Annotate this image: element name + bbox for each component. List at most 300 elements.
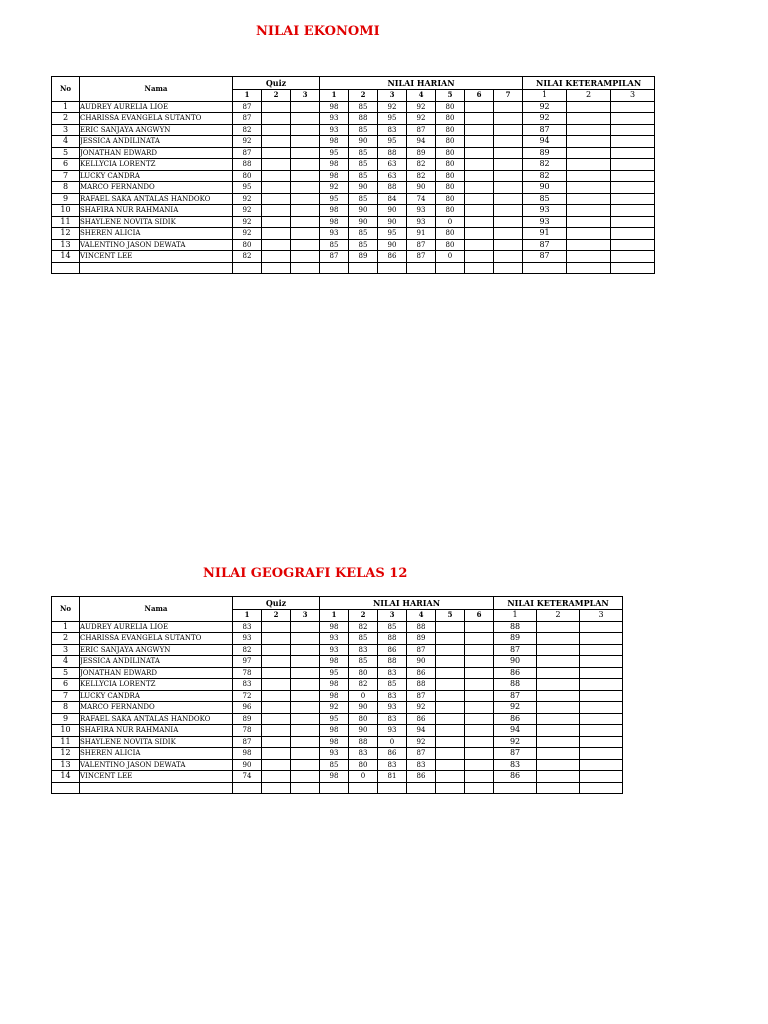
cell-quiz: [262, 759, 291, 771]
cell-harian: [436, 656, 465, 668]
cell-harian: 86: [407, 713, 436, 725]
cell-quiz: [262, 736, 291, 748]
cell-quiz: [291, 736, 320, 748]
cell-quiz: 83: [233, 679, 262, 691]
cell-quiz: [291, 216, 320, 228]
cell-quiz: [233, 262, 262, 274]
cell-name: AUDREY AURELIA LIOE: [80, 101, 233, 113]
cell-quiz: 87: [233, 101, 262, 113]
cell-quiz: [291, 101, 320, 113]
cell-harian: 87: [407, 644, 436, 656]
cell-harian: [465, 759, 494, 771]
cell-keterampilan: [611, 251, 655, 263]
cell-harian: 95: [320, 193, 349, 205]
cell-name: SHAFIRA NUR RAHMANIA: [80, 205, 233, 217]
cell-harian: [494, 113, 523, 125]
cell-no: 12: [52, 228, 80, 240]
cell-quiz: [262, 239, 291, 251]
table-row: [52, 771, 623, 783]
cell-name: RAFAEL SAKA ANTALAS HANDOKO: [80, 713, 233, 725]
cell-keterampilan: [537, 702, 580, 714]
cell-keterampilan: [611, 124, 655, 136]
cell-keterampilan: [537, 633, 580, 645]
cell-keterampilan: 87: [523, 251, 567, 263]
table-row: [52, 621, 623, 633]
cell-harian: 88: [407, 621, 436, 633]
cell-harian: 94: [407, 725, 436, 737]
cell-harian: 92: [407, 113, 436, 125]
cell-quiz: 82: [233, 251, 262, 263]
cell-harian: 95: [320, 667, 349, 679]
cell-keterampilan: [611, 113, 655, 125]
cell-harian: [494, 228, 523, 240]
cell-no: 8: [52, 182, 80, 194]
cell-harian: [465, 748, 494, 760]
cell-harian: 80: [436, 136, 465, 148]
geografi-title: NILAI GEOGRAFI KELAS 12: [203, 566, 408, 581]
table-row: [52, 239, 655, 251]
cell-no: 11: [52, 736, 80, 748]
cell-keterampilan: 87: [523, 239, 567, 251]
cell-name: [80, 262, 233, 274]
harian-subheader: 2: [349, 90, 378, 102]
cell-keterampilan: [580, 725, 623, 737]
cell-harian: [465, 702, 494, 714]
cell-harian: 84: [378, 193, 407, 205]
cell-quiz: [262, 228, 291, 240]
cell-harian: 93: [378, 725, 407, 737]
cell-harian: 95: [378, 228, 407, 240]
cell-keterampilan: 92: [494, 702, 537, 714]
cell-harian: [465, 193, 494, 205]
cell-name: JONATHAN EDWARD: [80, 667, 233, 679]
header-row-groups: [52, 597, 623, 610]
cell-harian: [378, 262, 407, 274]
cell-keterampilan: 88: [494, 621, 537, 633]
cell-harian: 82: [407, 159, 436, 171]
table-row: [52, 193, 655, 205]
cell-harian: 80: [436, 205, 465, 217]
harian-subheader: 5: [436, 90, 465, 102]
cell-no: 10: [52, 205, 80, 217]
cell-quiz: [262, 182, 291, 194]
cell-harian: 83: [378, 667, 407, 679]
cell-harian: 88: [378, 656, 407, 668]
cell-keterampilan: 93: [523, 216, 567, 228]
cell-keterampilan: 90: [523, 182, 567, 194]
cell-harian: [465, 216, 494, 228]
cell-harian: [465, 262, 494, 274]
cell-keterampilan: [580, 644, 623, 656]
keterampilan-subheader: 1: [523, 90, 567, 102]
cell-keterampilan: [567, 113, 611, 125]
cell-name: CHARISSA EVANGELA SUTANTO: [80, 113, 233, 125]
cell-harian: [465, 251, 494, 263]
cell-quiz: 92: [233, 216, 262, 228]
keterampilan-subheader: 2: [537, 610, 580, 622]
cell-keterampilan: [494, 782, 537, 794]
cell-harian: 0: [349, 771, 378, 783]
cell-keterampilan: [567, 182, 611, 194]
cell-harian: 90: [407, 182, 436, 194]
cell-keterampilan: [537, 690, 580, 702]
cell-harian: [436, 262, 465, 274]
cell-harian: 98: [320, 690, 349, 702]
cell-no: 11: [52, 216, 80, 228]
cell-keterampilan: [611, 262, 655, 274]
cell-harian: 80: [349, 713, 378, 725]
cell-harian: 80: [436, 101, 465, 113]
cell-harian: [436, 702, 465, 714]
cell-keterampilan: [537, 736, 580, 748]
cell-harian: 93: [320, 124, 349, 136]
cell-harian: [494, 193, 523, 205]
cell-harian: 98: [320, 216, 349, 228]
cell-no: 9: [52, 713, 80, 725]
harian-subheader: 3: [378, 610, 407, 622]
cell-quiz: [262, 147, 291, 159]
cell-quiz: [262, 251, 291, 263]
table-row: [52, 124, 655, 136]
cell-no: 3: [52, 644, 80, 656]
cell-harian: 85: [349, 124, 378, 136]
cell-quiz: [291, 251, 320, 263]
cell-harian: 83: [378, 713, 407, 725]
cell-harian: 80: [436, 147, 465, 159]
keterampilan-subheader: 2: [567, 90, 611, 102]
cell-keterampilan: 92: [523, 113, 567, 125]
cell-quiz: 92: [233, 136, 262, 148]
cell-quiz: [262, 679, 291, 691]
cell-keterampilan: 93: [523, 205, 567, 217]
cell-harian: [465, 124, 494, 136]
column-header-quiz: Quiz: [233, 77, 320, 90]
cell-quiz: [262, 101, 291, 113]
cell-quiz: [291, 771, 320, 783]
cell-harian: [465, 228, 494, 240]
column-header-no: No: [52, 77, 80, 102]
cell-name: JESSICA ANDILINATA: [80, 656, 233, 668]
cell-harian: 92: [378, 101, 407, 113]
cell-no: 9: [52, 193, 80, 205]
cell-harian: 90: [378, 239, 407, 251]
cell-quiz: 95: [233, 182, 262, 194]
cell-harian: 80: [436, 113, 465, 125]
cell-quiz: [291, 262, 320, 274]
cell-harian: [436, 690, 465, 702]
table-row: [52, 101, 655, 113]
harian-subheader: 1: [320, 610, 349, 622]
cell-harian: 83: [407, 759, 436, 771]
cell-keterampilan: [537, 644, 580, 656]
cell-quiz: [291, 621, 320, 633]
cell-keterampilan: [567, 147, 611, 159]
cell-harian: 95: [378, 113, 407, 125]
cell-keterampilan: [580, 702, 623, 714]
cell-harian: [494, 251, 523, 263]
cell-keterampilan: [611, 228, 655, 240]
cell-harian: [436, 633, 465, 645]
cell-harian: 85: [378, 679, 407, 691]
cell-quiz: [291, 748, 320, 760]
cell-harian: [465, 205, 494, 217]
cell-quiz: [262, 644, 291, 656]
cell-keterampilan: [537, 748, 580, 760]
cell-harian: 98: [320, 621, 349, 633]
cell-harian: [465, 644, 494, 656]
table-row: [52, 679, 623, 691]
cell-keterampilan: 87: [523, 124, 567, 136]
keterampilan-subheader: 3: [580, 610, 623, 622]
cell-quiz: [291, 182, 320, 194]
cell-harian: 93: [320, 113, 349, 125]
cell-quiz: 92: [233, 205, 262, 217]
cell-harian: 63: [378, 159, 407, 171]
cell-keterampilan: [567, 228, 611, 240]
cell-harian: [465, 621, 494, 633]
cell-harian: 90: [378, 205, 407, 217]
cell-quiz: [262, 702, 291, 714]
cell-harian: [494, 101, 523, 113]
quiz-subheader: 3: [291, 610, 320, 622]
cell-keterampilan: [567, 101, 611, 113]
cell-harian: 98: [320, 101, 349, 113]
cell-harian: 87: [320, 251, 349, 263]
cell-keterampilan: [611, 136, 655, 148]
column-header-quiz: Quiz: [233, 597, 320, 610]
harian-subheader: 2: [349, 610, 378, 622]
cell-harian: 95: [378, 136, 407, 148]
cell-harian: [494, 205, 523, 217]
cell-quiz: [291, 690, 320, 702]
column-header-nilai-harian: NILAI HARIAN: [320, 77, 523, 90]
cell-name: MARCO FERNANDO: [80, 182, 233, 194]
table-row: [52, 216, 655, 228]
cell-no: 1: [52, 621, 80, 633]
cell-harian: 98: [320, 205, 349, 217]
cell-harian: [465, 736, 494, 748]
cell-keterampilan: [567, 159, 611, 171]
cell-name: SHAYLENE NOVITA SIDIK: [80, 736, 233, 748]
cell-keterampilan: [580, 621, 623, 633]
cell-harian: 98: [320, 159, 349, 171]
cell-harian: [465, 633, 494, 645]
table-row: [52, 713, 623, 725]
cell-harian: 87: [407, 124, 436, 136]
cell-keterampilan: [580, 736, 623, 748]
cell-harian: 85: [320, 759, 349, 771]
cell-harian: [407, 262, 436, 274]
cell-harian: 91: [407, 228, 436, 240]
table-row: [52, 182, 655, 194]
cell-harian: 0: [436, 251, 465, 263]
cell-no: 6: [52, 159, 80, 171]
cell-quiz: 87: [233, 147, 262, 159]
cell-no: 2: [52, 633, 80, 645]
cell-harian: 85: [349, 239, 378, 251]
cell-name: SHAFIRA NUR RAHMANIA: [80, 725, 233, 737]
cell-quiz: [291, 644, 320, 656]
cell-harian: 90: [407, 656, 436, 668]
cell-quiz: [262, 725, 291, 737]
cell-quiz: [262, 205, 291, 217]
cell-no: 13: [52, 759, 80, 771]
cell-no: [52, 262, 80, 274]
cell-keterampilan: [611, 193, 655, 205]
cell-harian: 85: [349, 228, 378, 240]
cell-harian: [436, 667, 465, 679]
cell-harian: 90: [349, 205, 378, 217]
cell-harian: 85: [349, 170, 378, 182]
column-header-nilai-harian: NILAI HARIAN: [320, 597, 494, 610]
quiz-subheader: 2: [262, 90, 291, 102]
cell-harian: [494, 262, 523, 274]
cell-keterampilan: [537, 621, 580, 633]
cell-harian: 86: [378, 644, 407, 656]
cell-quiz: [233, 782, 262, 794]
cell-harian: [465, 159, 494, 171]
cell-quiz: [291, 159, 320, 171]
cell-quiz: [291, 633, 320, 645]
cell-no: 5: [52, 147, 80, 159]
table-row: [52, 644, 623, 656]
cell-harian: 88: [378, 182, 407, 194]
cell-keterampilan: 91: [523, 228, 567, 240]
cell-name: SHEREN ALICIA: [80, 228, 233, 240]
cell-harian: 80: [349, 759, 378, 771]
cell-harian: [465, 667, 494, 679]
cell-harian: 0: [349, 690, 378, 702]
cell-harian: 80: [436, 159, 465, 171]
harian-subheader: 6: [465, 90, 494, 102]
cell-harian: 93: [320, 633, 349, 645]
cell-quiz: 78: [233, 725, 262, 737]
cell-quiz: [291, 667, 320, 679]
table-row: [52, 159, 655, 171]
cell-quiz: 80: [233, 170, 262, 182]
cell-harian: 90: [349, 725, 378, 737]
cell-keterampilan: 89: [494, 633, 537, 645]
cell-keterampilan: [611, 170, 655, 182]
table-row: [52, 147, 655, 159]
cell-keterampilan: [537, 656, 580, 668]
cell-harian: 93: [407, 216, 436, 228]
keterampilan-subheader: 3: [611, 90, 655, 102]
cell-quiz: [291, 124, 320, 136]
cell-keterampilan: 86: [494, 771, 537, 783]
cell-keterampilan: [523, 262, 567, 274]
cell-harian: 98: [320, 679, 349, 691]
cell-quiz: [262, 748, 291, 760]
cell-harian: 83: [349, 644, 378, 656]
cell-keterampilan: [580, 690, 623, 702]
cell-quiz: [262, 713, 291, 725]
cell-harian: 63: [378, 170, 407, 182]
table-row: [52, 136, 655, 148]
cell-harian: 83: [378, 690, 407, 702]
cell-harian: 80: [436, 193, 465, 205]
cell-keterampilan: 83: [494, 759, 537, 771]
cell-name: VALENTINO JASON DEWATA: [80, 239, 233, 251]
cell-no: 10: [52, 725, 80, 737]
cell-harian: 90: [349, 216, 378, 228]
column-header-nilai-keterampilan: NILAI KETERAMPLAN: [494, 597, 623, 610]
cell-keterampilan: [580, 679, 623, 691]
cell-harian: 87: [407, 239, 436, 251]
cell-harian: [320, 782, 349, 794]
cell-harian: [436, 748, 465, 760]
cell-name: AUDREY AURELIA LIOE: [80, 621, 233, 633]
cell-harian: 93: [320, 228, 349, 240]
cell-harian: 0: [378, 736, 407, 748]
cell-harian: [436, 771, 465, 783]
cell-quiz: [291, 136, 320, 148]
cell-quiz: 78: [233, 667, 262, 679]
column-header-nama: Nama: [80, 597, 233, 622]
cell-name: MARCO FERNANDO: [80, 702, 233, 714]
cell-keterampilan: [567, 239, 611, 251]
quiz-subheader: 3: [291, 90, 320, 102]
cell-harian: [465, 182, 494, 194]
cell-no: 4: [52, 136, 80, 148]
cell-quiz: [291, 782, 320, 794]
keterampilan-subheader: 1: [494, 610, 537, 622]
cell-quiz: [262, 136, 291, 148]
cell-quiz: 87: [233, 736, 262, 748]
cell-name: JONATHAN EDWARD: [80, 147, 233, 159]
cell-keterampilan: [580, 713, 623, 725]
cell-name: [80, 782, 233, 794]
cell-quiz: [291, 702, 320, 714]
cell-keterampilan: 92: [494, 736, 537, 748]
cell-harian: [349, 262, 378, 274]
cell-quiz: [262, 216, 291, 228]
cell-no: 4: [52, 656, 80, 668]
cell-keterampilan: [537, 667, 580, 679]
cell-keterampilan: [537, 771, 580, 783]
cell-quiz: 97: [233, 656, 262, 668]
cell-keterampilan: 92: [523, 101, 567, 113]
harian-subheader: 4: [407, 90, 436, 102]
cell-harian: 88: [407, 679, 436, 691]
cell-quiz: [291, 228, 320, 240]
cell-keterampilan: 82: [523, 159, 567, 171]
cell-harian: [436, 621, 465, 633]
cell-harian: [465, 656, 494, 668]
cell-keterampilan: 87: [494, 748, 537, 760]
cell-harian: 88: [378, 147, 407, 159]
cell-quiz: 90: [233, 759, 262, 771]
cell-no: 7: [52, 170, 80, 182]
table-row: [52, 782, 623, 794]
ekonomi-title: NILAI EKONOMI: [256, 24, 380, 39]
table-row: [52, 748, 623, 760]
cell-harian: [494, 216, 523, 228]
cell-name: KELLYCIA LORENTZ: [80, 679, 233, 691]
cell-keterampilan: 94: [494, 725, 537, 737]
cell-harian: 93: [320, 748, 349, 760]
cell-harian: [320, 262, 349, 274]
cell-quiz: [262, 621, 291, 633]
cell-keterampilan: [611, 101, 655, 113]
cell-quiz: [262, 113, 291, 125]
cell-quiz: 87: [233, 113, 262, 125]
cell-harian: 82: [407, 170, 436, 182]
ekonomi-grade-table: [51, 76, 655, 274]
cell-harian: 95: [320, 713, 349, 725]
cell-quiz: 72: [233, 690, 262, 702]
cell-harian: [465, 713, 494, 725]
